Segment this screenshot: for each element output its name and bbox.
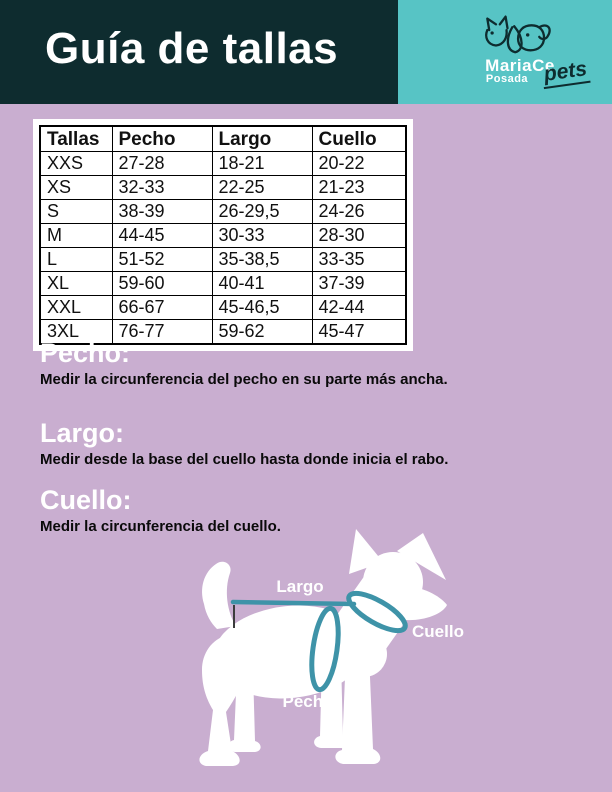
- table-cell: 20-22: [312, 152, 406, 176]
- section-largo-text: Medir desde la base del cuello hasta donde inicia el rabo.: [40, 451, 449, 468]
- table-cell: 45-47: [312, 320, 406, 345]
- size-table-header-cell: Cuello: [312, 126, 406, 152]
- table-cell: 44-45: [112, 224, 212, 248]
- table-cell: M: [40, 224, 112, 248]
- table-cell: 59-62: [212, 320, 312, 345]
- table-row: [40, 272, 406, 296]
- section-pecho-heading: Pecho:: [40, 338, 131, 368]
- table-cell: 35-38,5: [212, 248, 312, 272]
- section-largo: [40, 419, 580, 468]
- table-cell: 26-29,5: [212, 200, 312, 224]
- table-row: [40, 224, 406, 248]
- table-cell: 40-41: [212, 272, 312, 296]
- cuello-label: Cuello: [412, 622, 464, 641]
- dog-measurement-diagram: [150, 520, 480, 792]
- table-cell: 51-52: [112, 248, 212, 272]
- table-cell: 32-33: [112, 176, 212, 200]
- dog-silhouette: [199, 529, 447, 766]
- section-pecho: [40, 339, 580, 388]
- table-cell: XXL: [40, 296, 112, 320]
- section-cuello-heading: Cuello:: [40, 485, 132, 515]
- table-cell: 38-39: [112, 200, 212, 224]
- size-table-head-row: [40, 126, 406, 152]
- section-pecho-text: Medir la circunferencia del pecho en su parte más ancha.: [40, 371, 448, 388]
- table-cell: 33-35: [312, 248, 406, 272]
- size-table-header-cell: Pecho: [112, 126, 212, 152]
- size-table-header-cell: Largo: [212, 126, 312, 152]
- table-cell: 24-26: [312, 200, 406, 224]
- size-table-container: [33, 119, 413, 351]
- table-cell: 27-28: [112, 152, 212, 176]
- brand-logo: [455, 8, 589, 86]
- table-cell: L: [40, 248, 112, 272]
- logo-sub-text: Posada: [485, 73, 529, 85]
- table-cell: 22-25: [212, 176, 312, 200]
- table-row: [40, 152, 406, 176]
- table-cell: 66-67: [112, 296, 212, 320]
- pecho-label: Pecho: [282, 692, 334, 711]
- table-cell: 59-60: [112, 272, 212, 296]
- table-cell: XL: [40, 272, 112, 296]
- table-cell: 21-23: [312, 176, 406, 200]
- size-table-body: [40, 152, 406, 345]
- table-row: [40, 176, 406, 200]
- section-cuello-text: Medir la circunferencia del cuello.: [40, 518, 281, 535]
- logo-pets-script: pets: [540, 57, 590, 89]
- table-cell: 3XL: [40, 320, 112, 345]
- table-cell: S: [40, 200, 112, 224]
- section-largo-heading: Largo:: [40, 418, 124, 448]
- size-table-header-cell: Tallas: [40, 126, 112, 152]
- table-cell: XXS: [40, 152, 112, 176]
- logo-brand-text: MariaCe: [485, 56, 555, 75]
- table-row: [40, 248, 406, 272]
- table-cell: XS: [40, 176, 112, 200]
- size-table: [39, 125, 407, 345]
- largo-label: Largo: [276, 577, 324, 596]
- table-cell: 37-39: [312, 272, 406, 296]
- table-cell: 18-21: [212, 152, 312, 176]
- page-title: Guía de tallas: [45, 24, 339, 73]
- table-row: [40, 200, 406, 224]
- largo-measure-line: [233, 602, 354, 604]
- table-cell: 45-46,5: [212, 296, 312, 320]
- table-cell: 30-33: [212, 224, 312, 248]
- cat-and-dog-icon: [455, 8, 585, 58]
- table-row: [40, 296, 406, 320]
- table-cell: 42-44: [312, 296, 406, 320]
- table-cell: 28-30: [312, 224, 406, 248]
- table-cell: 76-77: [112, 320, 212, 345]
